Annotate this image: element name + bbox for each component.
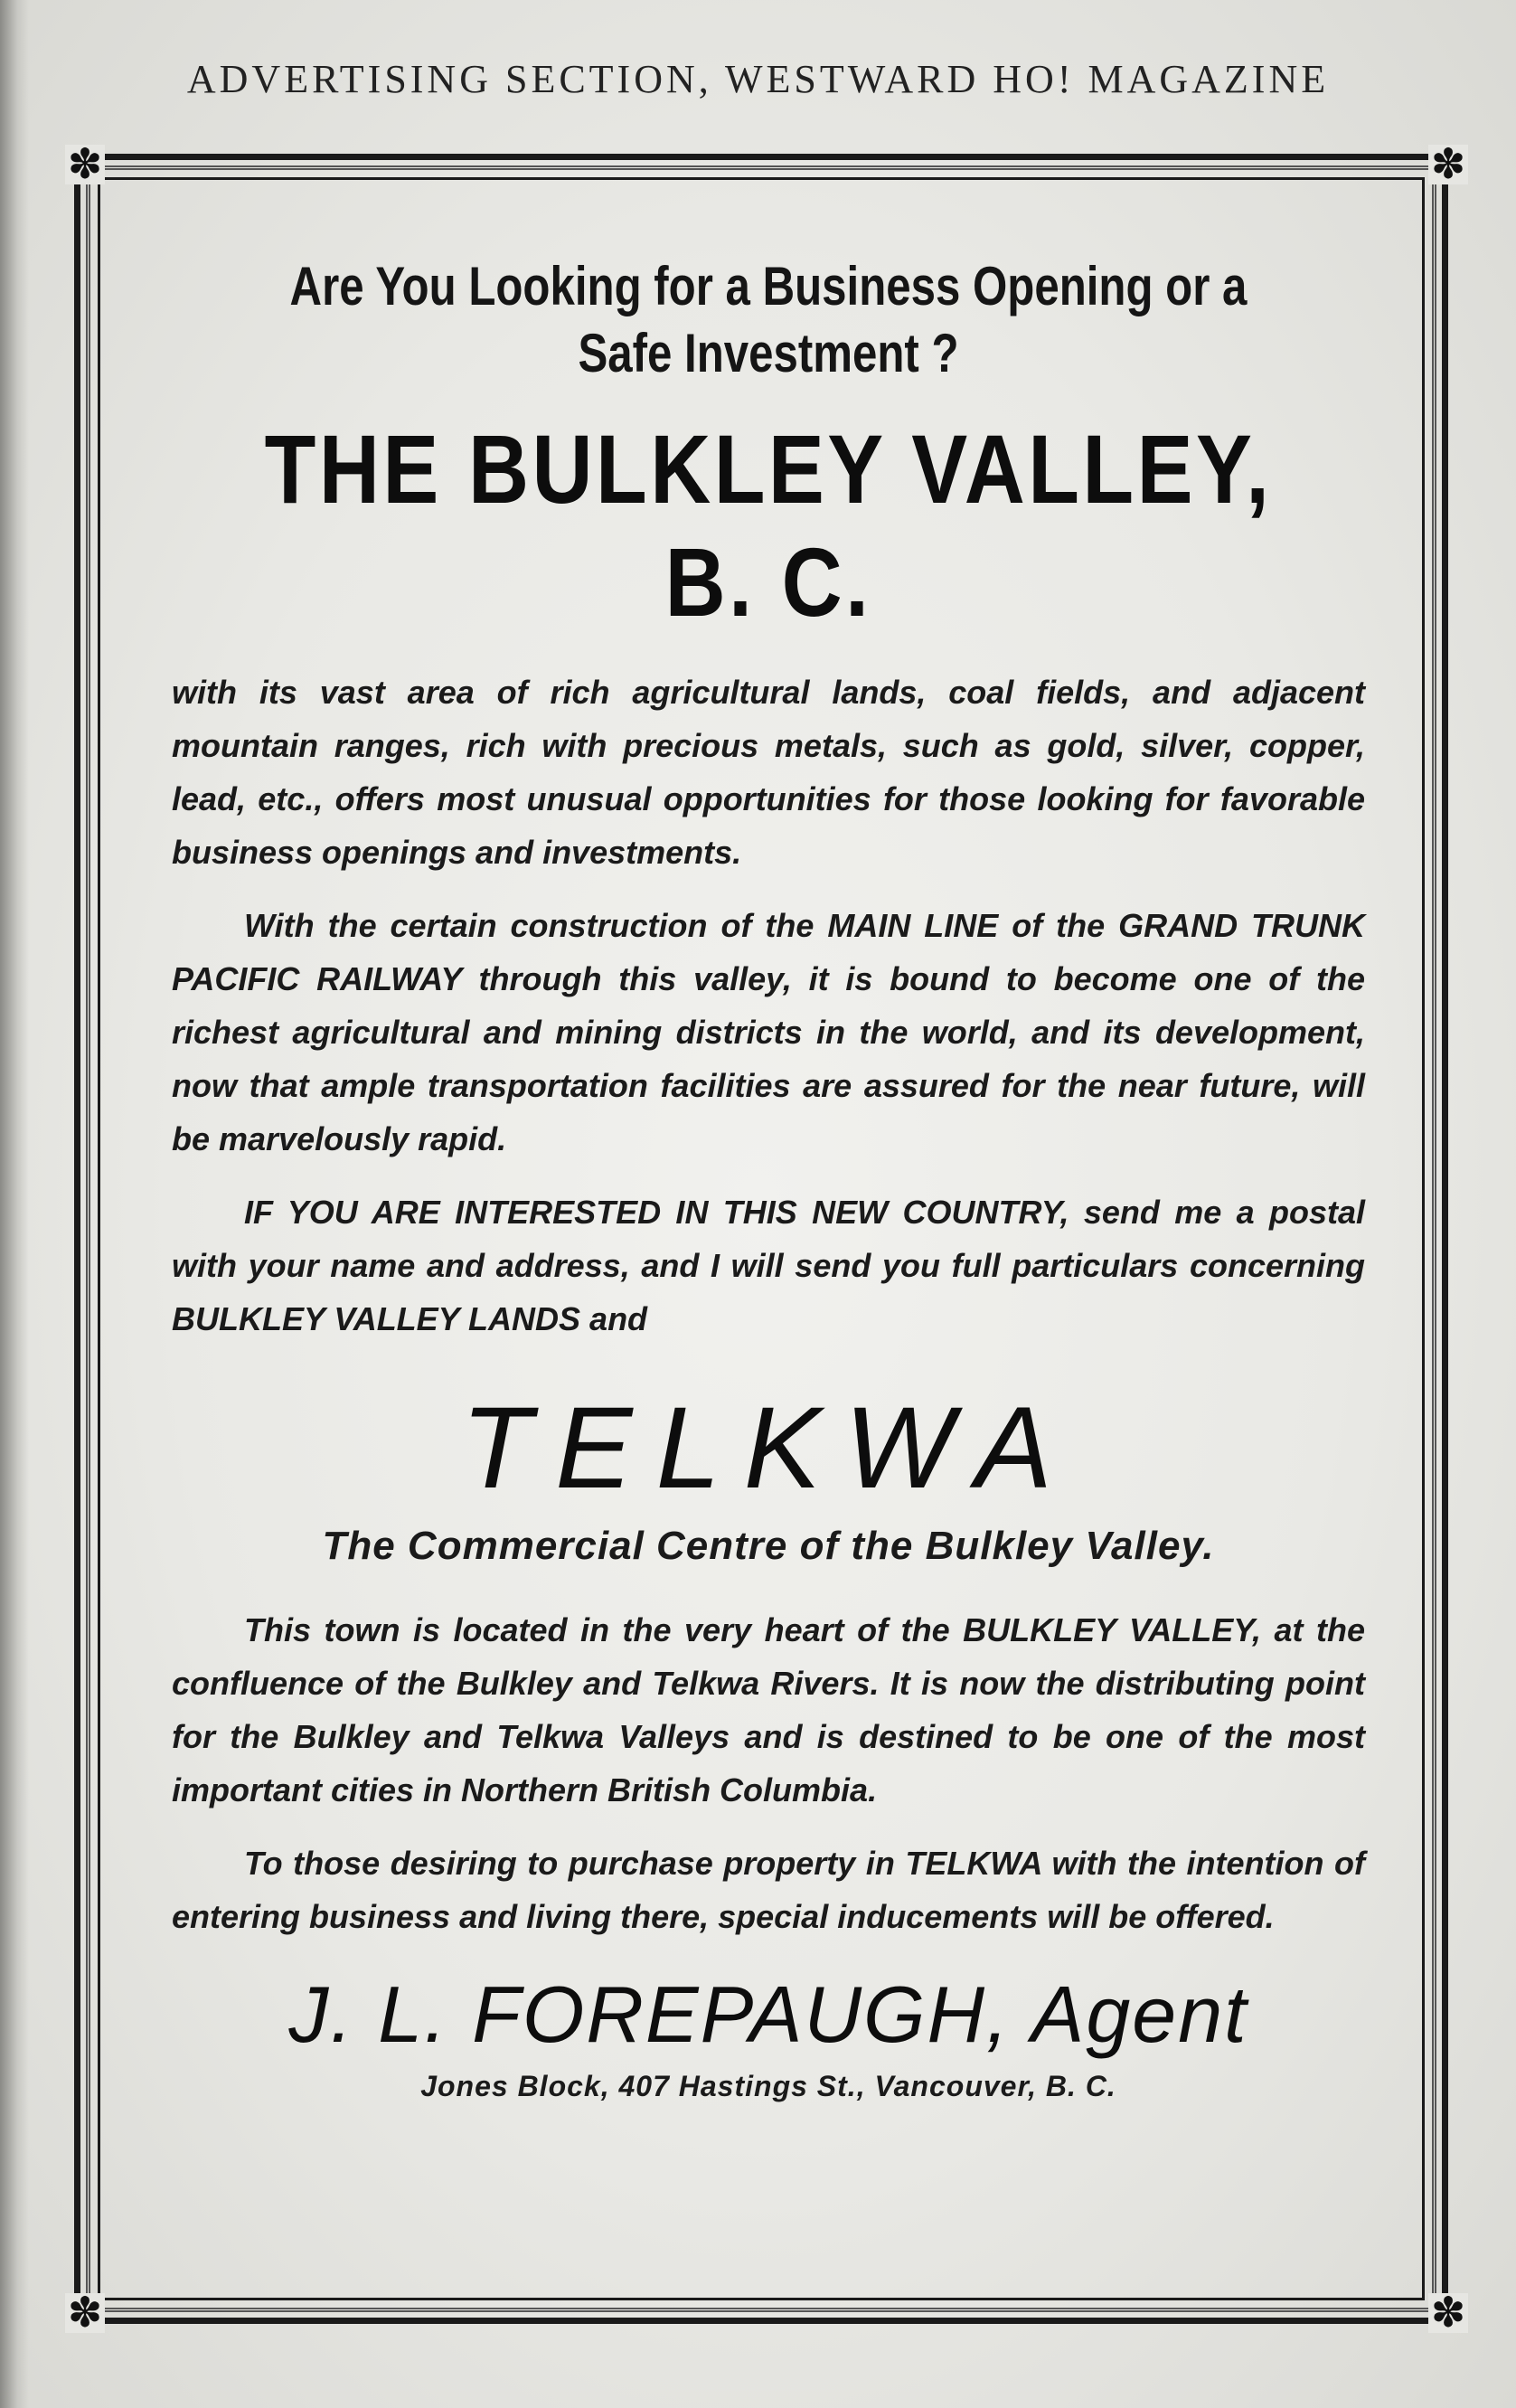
intro-paragraph: with its vast area of rich agricultural lands, coal fields, and adjacent mountain ranges, rich with precious metals, such as gold, silver, copper, lead, etc., offers most unusual opportunities for those looking for favorable business openings and investments. xyxy=(172,674,1365,871)
ad-content xyxy=(172,235,1365,2103)
ad-headline xyxy=(279,253,1257,387)
inducement-paragraph: To those desiring to purchase property in TELKWA with the intention of entering business and living there, special inducements will be offered. xyxy=(172,1845,1365,1935)
corner-ornament-icon: ✽ xyxy=(65,145,105,184)
corner-ornament-icon: ✽ xyxy=(1428,145,1468,184)
ad-title: THE BULKLEY VALLEY, B. C. xyxy=(264,414,1273,637)
agent-address: Jones Block, 407 Hastings St., Vancouver, B. C. xyxy=(420,2070,1116,2102)
town-name: TELKWA xyxy=(461,1383,1076,1513)
town-subtitle: The Commercial Centre of the Bulkley Valley. xyxy=(322,1524,1215,1568)
page-gutter-shadow xyxy=(0,0,29,2408)
agent-name: J. L. FOREPAUGH, Agent xyxy=(288,1969,1248,2059)
running-head: ADVERTISING SECTION, WESTWARD HO! MAGAZINE xyxy=(186,57,1330,101)
corner-ornament-icon: ✽ xyxy=(1428,2293,1468,2333)
corner-ornament-icon: ✽ xyxy=(65,2293,105,2333)
railway-paragraph: With the certain construction of the MAIN LINE of the GRAND TRUNK PACIFIC RAILWAY through this valley, it is bound to become one of the richest agricultural and mining districts in the world, and its development, now that ample transportation facilities are assured for the near future, will be marvelously rapid. xyxy=(172,907,1365,1157)
ad-headline-line2: Safe Investment ? xyxy=(578,323,959,383)
town-location-paragraph: This town is located in the very heart of the BULKLEY VALLEY, at the confluence of the Bulkley and Telkwa Rivers. It is now the distributing point for the Bulkley and Telkwa Valleys and is destined to be one of the most important cities in Northern British Columbia. xyxy=(172,1611,1365,1808)
inquiry-paragraph: IF YOU ARE INTERESTED IN THIS NEW COUNTRY, send me a postal with your name and address, and I will send you full particulars concerning BULKLEY VALLEY LANDS and xyxy=(172,1194,1365,1337)
ad-headline-line1: Are You Looking for a Business Opening or a xyxy=(289,256,1248,316)
